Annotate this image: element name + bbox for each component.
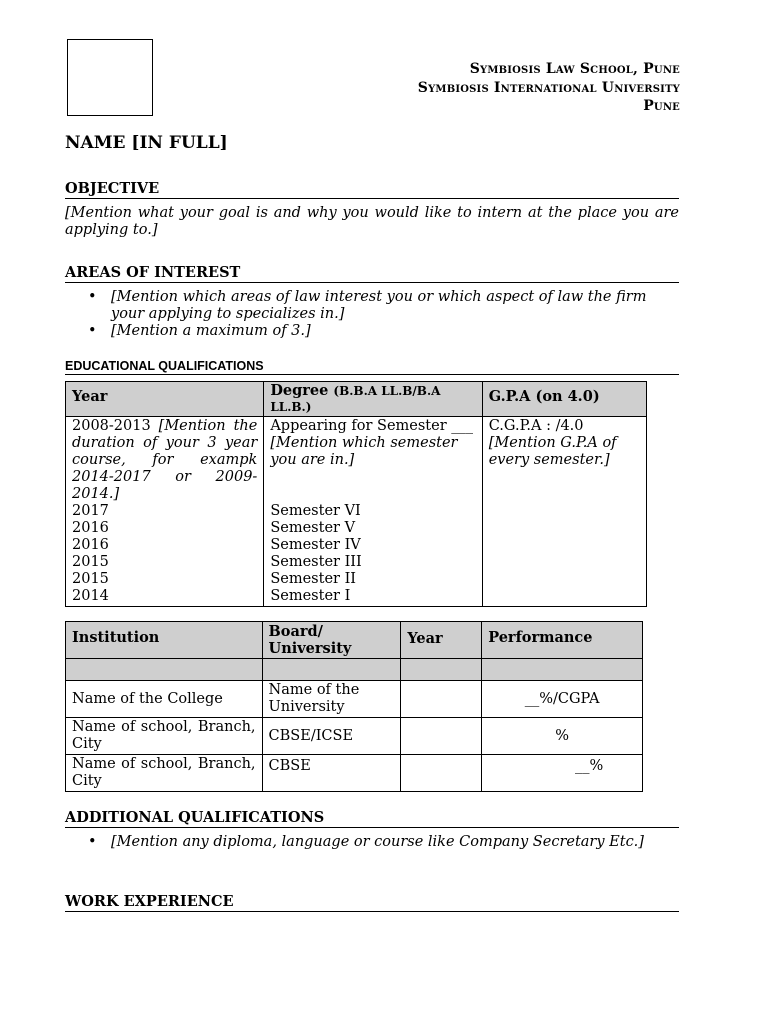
semester-item: Semester IV: [270, 537, 361, 553]
institution-line-1: Symbiosis Law School, Pune: [469, 61, 680, 77]
col-header-gpa: G.P.A (on 4.0): [482, 382, 646, 417]
board-cell: Name of the University: [262, 681, 401, 718]
year-item: 2014: [72, 588, 109, 604]
year-cell: [66, 417, 264, 607]
performance-cell: %: [482, 718, 643, 755]
col-header-degree: [264, 382, 482, 417]
degree-table: [65, 381, 647, 607]
semester-item: Semester I: [270, 588, 351, 604]
year-cell: [401, 718, 482, 755]
board-cell: CBSE/ICSE: [262, 718, 401, 755]
additional-heading: ADDITIONAL QUALIFICATIONS: [65, 809, 679, 828]
col-header-board: Board/ University: [262, 622, 401, 659]
areas-heading: AREAS OF INTEREST: [65, 264, 679, 283]
year-item: 2016: [72, 520, 109, 536]
institution-line-3: Pune: [643, 98, 680, 114]
additional-list: [88, 834, 658, 851]
gpa-cell: [482, 417, 646, 607]
degree-cell: [264, 417, 482, 607]
institution-line-2: Symbiosis International University: [417, 80, 680, 96]
additional-item: • [Mention any diploma, language or course like Company Secretary Etc.]: [88, 834, 658, 851]
degree-header-sub: (B.B.A LL.B/B.A LL.B.): [270, 384, 441, 414]
institution-cell: Name of the College: [66, 681, 263, 718]
photo-placeholder: [67, 39, 153, 116]
semester-item: Semester III: [270, 554, 362, 570]
table-row-blank: [66, 659, 643, 681]
areas-item: • [Mention which areas of law interest you or which aspect of law the firm your applying to specializes in.]: [88, 289, 658, 323]
year-cell: [401, 681, 482, 718]
year-item: 2017: [72, 503, 109, 519]
board-cell: CBSE: [262, 755, 401, 792]
semester-item: Semester II: [270, 571, 357, 587]
table-row: [66, 755, 643, 792]
col-header-institution: Institution: [66, 622, 263, 659]
work-heading: WORK EXPERIENCE: [65, 893, 679, 912]
areas-list: [88, 289, 658, 340]
institution-cell: Name of school, Branch, City: [66, 718, 263, 755]
performance-cell: __%/CGPA: [482, 681, 643, 718]
semester-item: Semester V: [270, 520, 356, 536]
name-heading: NAME [IN FULL]: [65, 133, 228, 153]
degree-header-label: Degree: [270, 382, 329, 399]
table-row: [66, 718, 643, 755]
institution-table: [65, 621, 643, 792]
col-header-year: Year: [66, 382, 264, 417]
objective-heading: OBJECTIVE: [65, 180, 679, 199]
degree-note: [Mention which semester you are in.]: [270, 435, 458, 468]
year-item: 2015: [72, 554, 109, 570]
year-cell: [401, 755, 482, 792]
performance-cell: __%: [482, 755, 643, 792]
gpa-value: C.G.P.A : /4.0: [488, 418, 584, 434]
col-header-performance: Performance: [482, 622, 643, 659]
col-header-year: Year: [401, 622, 482, 659]
year-item: 2016: [72, 537, 109, 553]
gpa-note: [Mention G.P.A of every semester.]: [488, 435, 617, 468]
semester-item: Semester VI: [270, 503, 361, 519]
institution-cell: Name of school, Branch, City: [66, 755, 263, 792]
table-row: [66, 681, 643, 718]
year-note: [Mention the duration of your 3 year course, for exampk 2014-2017 or 2009-2014.]: [72, 418, 258, 502]
year-range: 2008-2013: [72, 418, 151, 434]
areas-item: • [Mention a maximum of 3.]: [88, 323, 658, 340]
education-heading: EDUCATIONAL QUALIFICATIONS: [65, 359, 679, 375]
objective-text: [Mention what your goal is and why you would like to intern at the place you are applying to.]: [65, 205, 679, 238]
degree-appearing: Appearing for Semester ___: [270, 418, 474, 434]
year-item: 2015: [72, 571, 109, 587]
